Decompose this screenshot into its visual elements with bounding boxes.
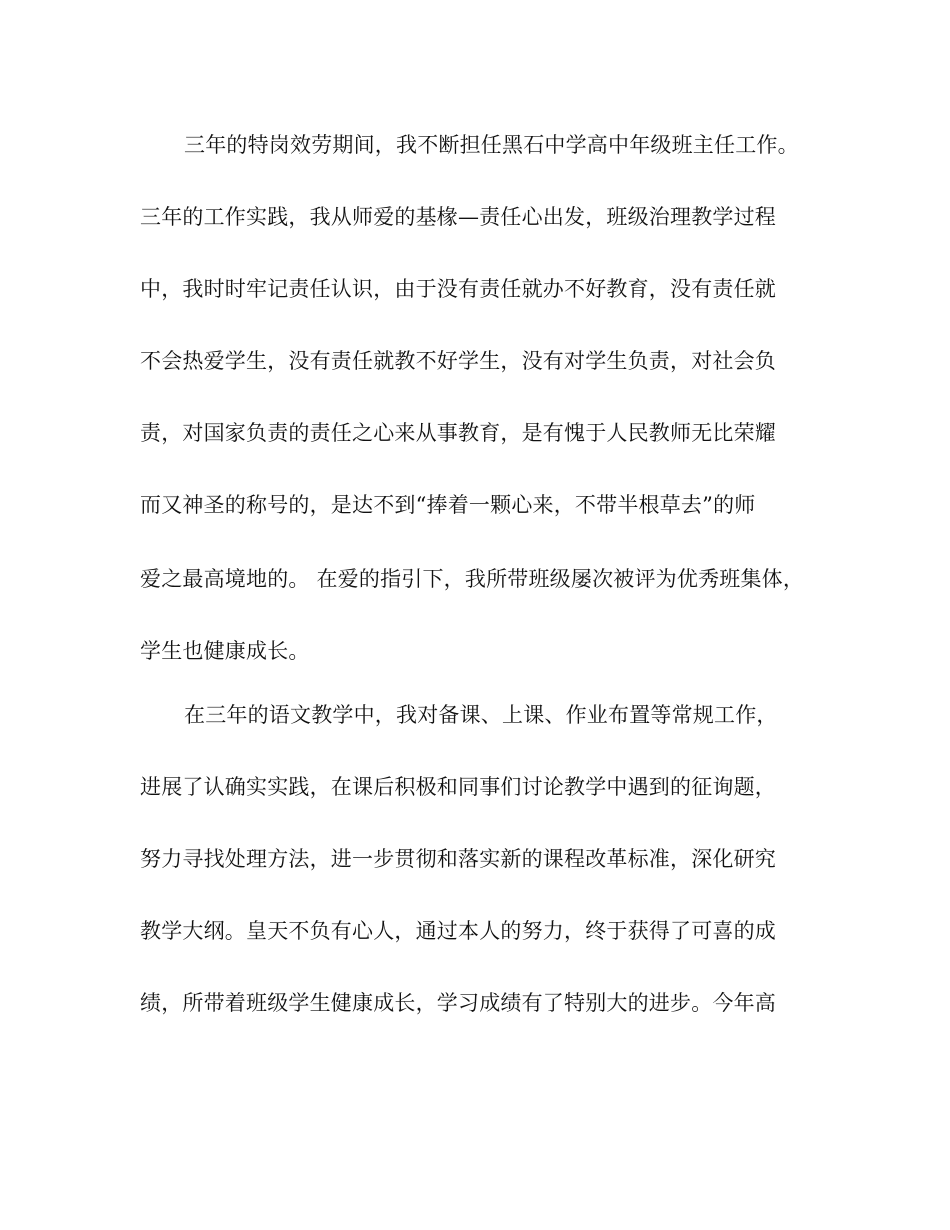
paragraph-2-line-2: 进展了认确实实践，在课后积极和同事们讨论教学中遇到的征询题， [140, 775, 776, 799]
paragraph-2-line-3: 努力寻找处理方法，进一步贯彻和落实新的课程改革标准，深化研究 [140, 847, 776, 871]
paragraph-2-line-5: 绩，所带着班级学生健康成长，学习成绩有了特别大的进步。今年高 [140, 991, 776, 1015]
paragraph-1-line-1: 三年的特岗效劳期间，我不断担任黑石中学高中年级班主任工作。 [184, 133, 799, 157]
paragraph-1-line-7: 爱之最高境地的。 在爱的指引下，我所带班级屡次被评为优秀班集体， [140, 567, 805, 591]
paragraph-1-line-5: 责，对国家负责的责任之心来从事教育，是有愧于人民教师无比荣耀 [140, 421, 776, 445]
paragraph-1-line-4: 不会热爱学生，没有责任就教不好学生，没有对学生负责，对社会负 [140, 349, 776, 373]
paragraph-1-line-2: 三年的工作实践，我从师爱的基椽—责任心出发，班级治理教学过程 [140, 205, 776, 229]
paragraph-2-line-4: 教学大纲。皇天不负有心人，通过本人的努力，终于获得了可喜的成 [140, 919, 776, 943]
paragraph-1-line-3: 中，我时时牢记责任认识，由于没有责任就办不好教育，没有责任就 [140, 277, 776, 301]
paragraph-1-line-8: 学生也健康成长。 [140, 639, 310, 663]
paragraph-2-line-1: 在三年的语文教学中，我对备课、上课、作业布置等常规工作， [184, 703, 778, 727]
paragraph-1-line-6: 而又神圣的称号的，是达不到“捧着一颗心来，不带半根草去”的师 [140, 493, 756, 517]
